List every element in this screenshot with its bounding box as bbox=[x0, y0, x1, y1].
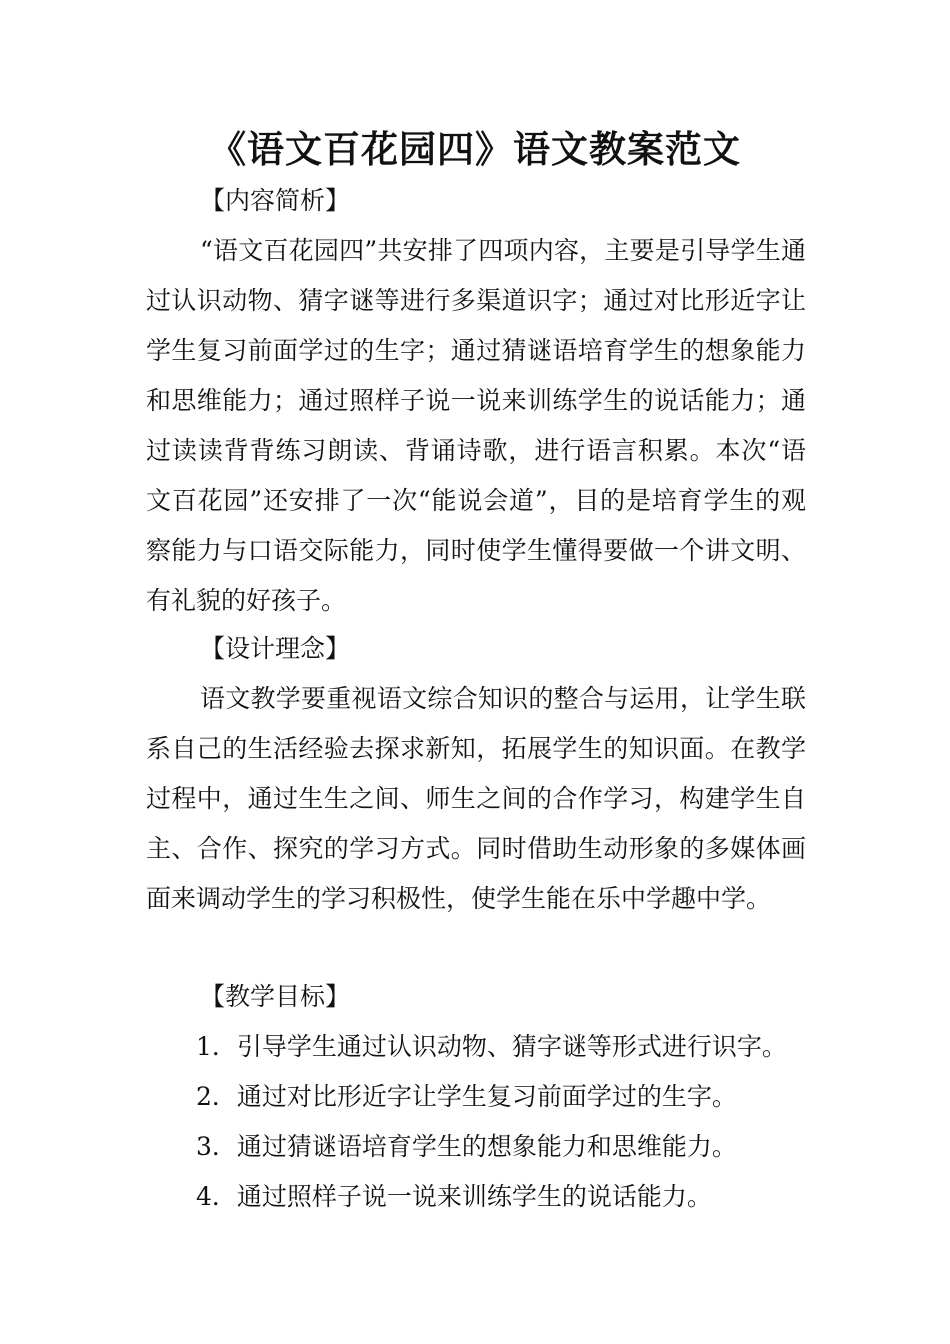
section-heading-teaching-goals: 【教学目标】 bbox=[200, 982, 351, 1011]
teaching-goal-item: 4．通过照样子说一说来训练学生的说话能力。 bbox=[196, 1182, 712, 1211]
section-heading-design-concept: 【设计理念】 bbox=[200, 634, 351, 663]
section-heading-content-analysis: 【内容简析】 bbox=[200, 186, 351, 215]
teaching-goal-item: 1．引导学生通过认识动物、猜字谜等形式进行识字。 bbox=[196, 1032, 787, 1061]
design-concept-paragraph: 语文教学要重视语文综合知识的整合与运用，让学生联系自己的生活经验去探求新知，拓展学生的知识面。在教学过程中，通过生生之间、师生之间的合作学习，构建学生自主、合作、探究的学习方式。同时借助生动形象的多媒体画面来调动学生的学习积极性，使学生能在乐中学趣中学。 bbox=[146, 684, 806, 913]
content-analysis-paragraph: “语文百花园四”共安排了四项内容，主要是引导学生通过认识动物、猜字谜等进行多渠道识字；通过对比形近字让学生复习前面学过的生字；通过猜谜语培育学生的想象能力和思维能力；通过照样子说一说来训练学生的说话能力；通过读读背背练习朗读、背诵诗歌，进行语言积累。本次“语文百花园”还安排了一次“能说会道”，目的是培育学生的观察能力与口语交际能力，同时使学生懂得要做一个讲文明、有礼貌的好孩子。 bbox=[146, 236, 806, 615]
document-title: 《语文百花园四》语文教案范文 bbox=[209, 128, 741, 171]
teaching-goal-item: 2．通过对比形近字让学生复习前面学过的生字。 bbox=[196, 1082, 737, 1111]
teaching-goal-item: 3．通过猜谜语培育学生的想象能力和思维能力。 bbox=[196, 1132, 737, 1161]
